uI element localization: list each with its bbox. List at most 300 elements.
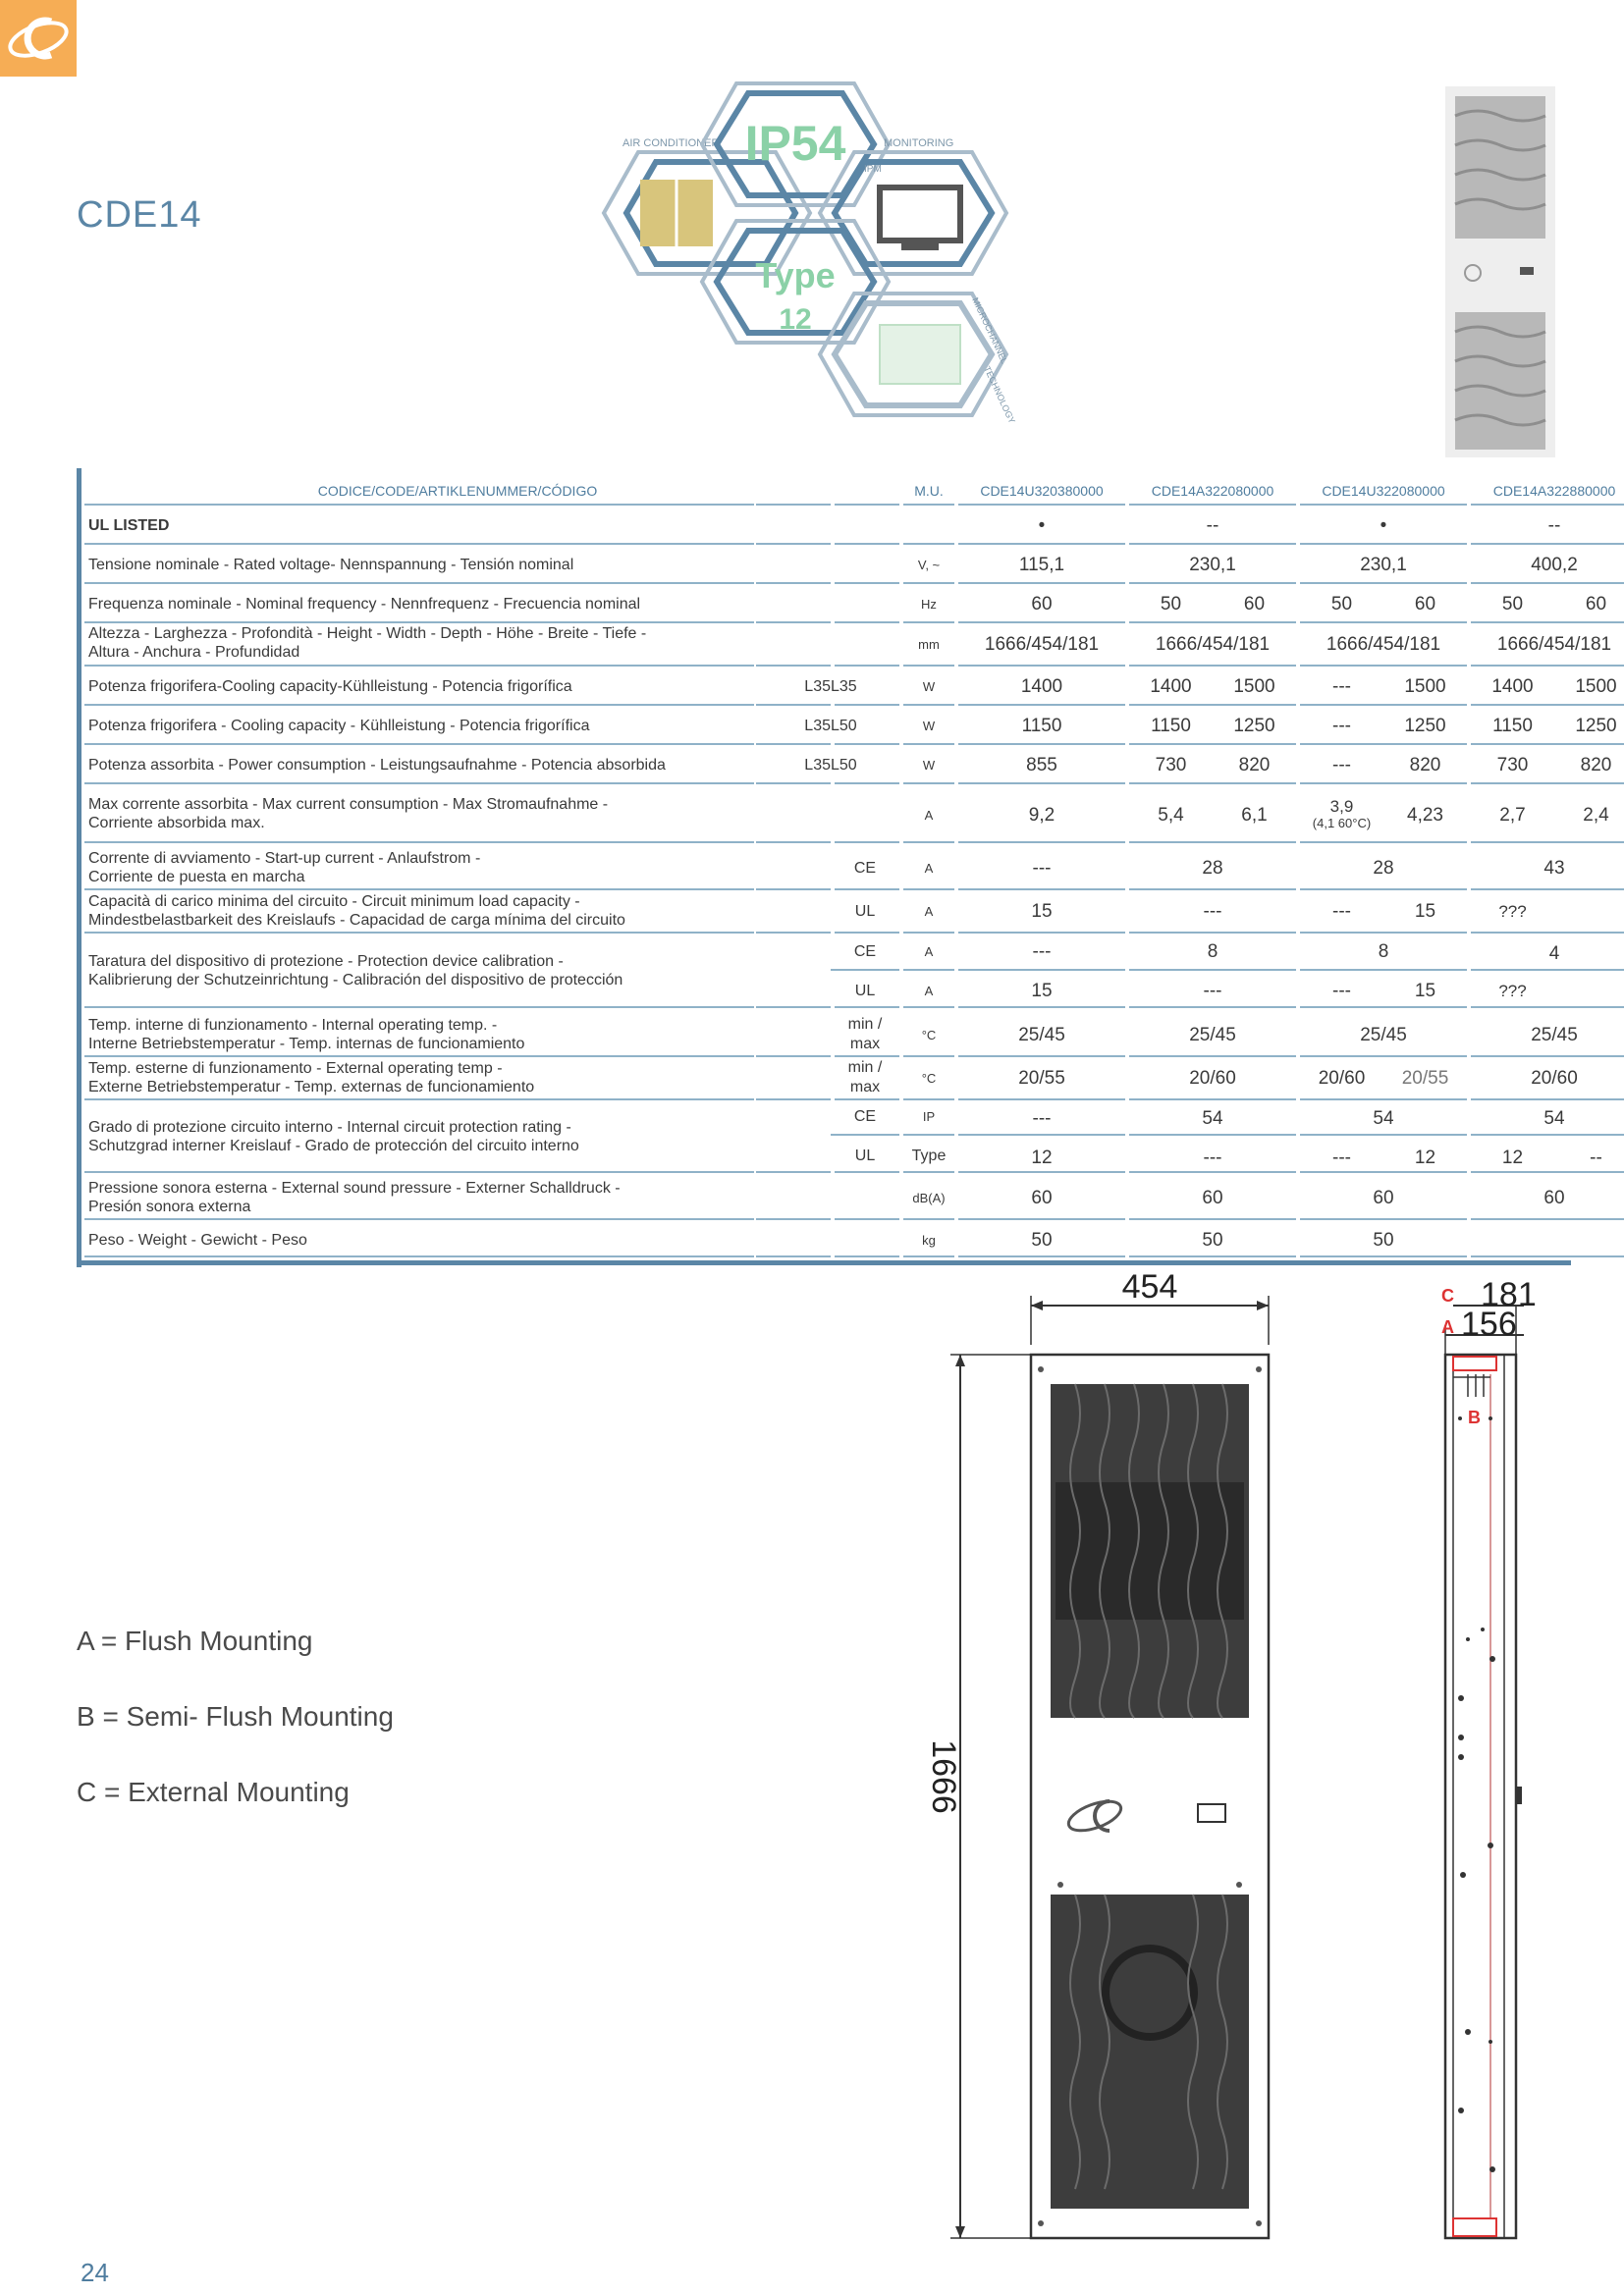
cell-value: 60 [1243,593,1266,614]
row-divider [1129,1006,1296,1008]
row-divider [835,504,899,506]
cell-condition: CE [853,859,877,877]
row-divider [84,1171,754,1173]
row-label-startup-current-2: Corriente de puesta en marcha [88,869,305,885]
height-label: 1666 [925,1739,962,1814]
cell-mu: A [924,860,934,876]
row-divider [1129,504,1296,506]
cell-condition: L35L35 [804,677,857,695]
row-divider [903,1006,954,1008]
cell-mu: A [924,903,934,919]
row-divider [1471,888,1624,890]
cell-value: 50 [1373,1229,1394,1251]
row-divider [903,1098,954,1100]
row-label-ip-rating: Grado di protezione circuito interno - Internal circuit protection rating - [88,1119,571,1136]
row-divider [903,888,954,890]
row-divider [1471,1055,1624,1057]
cell-value: --- [1332,715,1351,736]
row-divider [1471,1255,1624,1257]
row-divider [835,621,899,623]
cell-value: 3,9 [1329,796,1354,816]
cell-value: 730 [1155,754,1187,775]
row-divider [835,888,899,890]
cell-value: 50 [1202,1229,1223,1251]
page-number: 24 [81,2258,109,2287]
cell-value: • [1038,514,1046,536]
cell-value: 50 [1501,593,1524,614]
row-divider [835,1006,899,1008]
cell-value: 12 [1031,1147,1053,1168]
row-divider [903,743,954,745]
cell-value: 50 [1330,593,1353,614]
row-divider [756,504,831,506]
cell-value: 60 [1031,593,1053,614]
row-divider [84,704,754,706]
cell-value: 1500 [1575,675,1617,697]
row-divider [1129,932,1296,934]
row-divider [756,1098,831,1100]
row-divider [1471,665,1624,667]
microchannel-label: MICROCHANNEL [970,295,1010,366]
row-divider [1300,582,1467,584]
row-divider [84,841,754,843]
cell-value: 1150 [1151,715,1191,736]
cell-value: 8 [1378,940,1389,962]
row-divider [958,1055,1125,1057]
row-divider [903,932,954,934]
row-divider [84,665,754,667]
cell-value: 28 [1202,857,1223,879]
cell-value: 1500 [1404,675,1446,697]
row-divider [756,1171,831,1173]
row-divider [756,1255,831,1257]
cell-value: 60 [1414,593,1436,614]
cell-value: 1150 [1492,715,1533,736]
label-c: C [1441,1286,1454,1306]
row-divider [903,969,954,971]
row-divider [84,932,754,934]
row-divider [958,969,1125,971]
row-divider [958,1134,1125,1136]
row-divider [1471,841,1624,843]
row-divider [958,1171,1125,1173]
row-divider [1129,543,1296,545]
row-divider [958,504,1125,506]
row-divider [835,782,899,784]
label-b: B [1468,1408,1481,1427]
cell-value: 54 [1202,1107,1223,1129]
monitoring-label: MONITORING [884,137,954,149]
row-divider [835,704,899,706]
header-model: CDE14A322880000 [1492,482,1616,499]
row-divider [1471,932,1624,934]
row-divider [958,665,1125,667]
cell-value: 50 [1160,593,1182,614]
cell-value: --- [1332,754,1351,775]
cell-condition: L35L50 [804,756,857,774]
cell-condition: min / [847,1015,883,1033]
technology-label: TECHNOLOGY [982,364,1017,425]
cell-mu: Hz [921,596,937,612]
row-divider [1129,704,1296,706]
row-label-min-load: Capacità di carico minima del circuito - Circuit minimum load capacity - [88,893,580,910]
cell-mu: Type [911,1147,947,1164]
row-divider [1129,782,1296,784]
cell-value: • [1380,514,1387,536]
cell-value: -- [1547,514,1561,536]
page-title: CDE14 [77,194,202,236]
cell-value: 54 [1373,1107,1394,1129]
cell-value: 730 [1496,754,1529,775]
cell-value: 1666/454/181 [1496,633,1612,655]
cell-value: 1500 [1233,675,1275,697]
feature-badges [589,74,1021,437]
cell-value: 15 [1414,980,1436,1001]
row-divider [1471,1006,1624,1008]
row-divider [903,543,954,545]
row-divider [84,1006,754,1008]
row-divider [903,704,954,706]
row-divider [756,782,831,784]
row-divider [831,969,899,971]
row-divider [903,1171,954,1173]
cell-value: 1666/454/181 [1326,633,1441,655]
cell-value: 2,4 [1583,804,1609,826]
cell-mu: A [924,807,934,823]
row-divider [84,888,754,890]
technical-drawing [903,1266,1571,2258]
monitor-icon [880,187,960,240]
row-divider [1471,1098,1624,1100]
row-divider [1471,543,1624,545]
row-divider [903,1218,954,1220]
cell-value: 400,2 [1531,554,1578,575]
cell-value: 5,4 [1158,804,1184,826]
row-divider [903,621,954,623]
row-divider [903,504,954,506]
row-divider [903,1255,954,1257]
row-label-max-current: Max corrente assorbita - Max current consumption - Max Stromaufnahme - [88,796,609,813]
row-divider [835,743,899,745]
cell-value: --- [1203,900,1222,922]
row-divider [958,743,1125,745]
legend-external: C = External Mounting [77,1777,350,1807]
row-divider [958,888,1125,890]
cell-value: 20/55 [1018,1067,1065,1089]
row-label-external-temp-2: Externe Betriebstemperatur - Temp. externas de funcionamiento [88,1079,535,1095]
cell-value: 20/60 [1531,1067,1578,1089]
cell-mu: mm [918,636,940,652]
cell-mu: dB(A) [912,1190,946,1205]
type-label: Type [755,255,836,295]
width-label: 454 [1121,1268,1178,1306]
cell-value: 1250 [1233,715,1275,736]
row-divider [903,841,954,843]
row-label-sound-pressure: Pressione sonora esterna - External sound pressure - Externer Schalldruck - [88,1180,621,1197]
cell-note: (4,1 60°C) [1312,815,1372,830]
cell-mu: °C [921,1027,937,1042]
row-divider [958,582,1125,584]
cell-value: 12 [1414,1147,1436,1168]
air-conditioner-label: AIR CONDITIONER [623,137,720,149]
row-label-dimensions-2: Altura - Anchura - Profundidad [88,644,300,661]
row-divider [1129,665,1296,667]
cell-value: 4,23 [1407,804,1443,826]
cell-value: --- [1032,940,1052,962]
cell-value: --- [1332,675,1351,697]
row-divider [84,782,754,784]
product-photo [1445,86,1555,457]
row-divider [1471,1134,1624,1136]
cell-value: 8 [1207,940,1218,962]
row-label-sound-pressure-2: Presión sonora externa [88,1199,251,1215]
cell-value: 60 [1543,1187,1565,1208]
row-divider [958,1255,1125,1257]
cell-value: 50 [1031,1229,1053,1251]
row-divider [1471,1218,1624,1220]
type-value: 12 [779,303,812,336]
row-divider [756,621,831,623]
row-divider [958,841,1125,843]
row-divider [903,582,954,584]
row-divider [756,543,831,545]
row-divider [756,1006,831,1008]
microchannel-icon [880,325,960,384]
row-divider [756,932,831,934]
row-divider [84,621,754,623]
cell-condition: max [849,1035,881,1052]
cell-value: 115,1 [1018,554,1065,575]
cell-value: 60 [1202,1187,1223,1208]
cell-mu: IP [922,1108,936,1124]
row-label-weight: Peso - Weight - Gewicht - Peso [88,1231,307,1249]
cell-mu: W [922,757,936,773]
row-label-voltage: Tensione nominale - Rated voltage- Nennspannung - Tensión nominal [88,556,574,573]
cell-value: 855 [1026,754,1057,775]
row-divider [756,888,831,890]
row-divider [1129,969,1296,971]
cell-value: 1150 [1021,715,1062,736]
cell-value: 820 [1580,754,1612,775]
depth-c-label: 181 [1481,1276,1537,1313]
cell-value: 820 [1409,754,1441,775]
row-divider [1300,1255,1467,1257]
row-divider [1300,621,1467,623]
row-label-internal-temp: Temp. interne di funzionamento - Internal operating temp. - [88,1017,498,1034]
row-divider [835,665,899,667]
row-label-ul-listed: UL LISTED [88,516,170,534]
header-model: CDE14A322080000 [1151,482,1274,499]
row-divider [835,543,899,545]
cell-value: 4 [1548,942,1560,964]
row-divider [1471,582,1624,584]
cell-value: 230,1 [1189,554,1236,575]
row-divider [1129,1098,1296,1100]
cell-value: --- [1332,980,1351,1001]
header-model: CDE14U320380000 [980,482,1104,499]
row-divider [84,1098,754,1100]
cell-value: 6,1 [1241,804,1268,826]
row-divider [84,504,754,506]
cell-mu: W [922,718,936,733]
row-divider [835,1171,899,1173]
cell-value: 60 [1031,1187,1053,1208]
row-divider [84,1055,754,1057]
row-divider [756,582,831,584]
row-divider [835,1055,899,1057]
cell-mu: °C [921,1070,937,1086]
cell-value: 12 [1501,1147,1524,1168]
cell-value: 820 [1238,754,1271,775]
row-divider [1300,743,1467,745]
row-divider [1300,782,1467,784]
cell-value: -- [1206,514,1219,536]
row-divider [958,932,1125,934]
row-divider [1300,504,1467,506]
row-divider [84,1218,754,1220]
cell-value: 20/55 [1401,1067,1449,1089]
row-divider [756,704,831,706]
cell-condition: UL [854,1147,876,1164]
header-model: CDE14U322080000 [1322,482,1445,499]
cell-value: ??? [1498,901,1527,921]
row-divider [903,665,954,667]
row-divider [756,1218,831,1220]
logo-swirl-icon [0,0,77,77]
row-label-ip-rating-2: Schutzgrad interner Kreislauf - Grado de protección del circuito interno [88,1138,579,1154]
row-divider [835,1098,899,1100]
row-divider [903,782,954,784]
row-divider [831,1134,899,1136]
cell-value: --- [1203,1147,1222,1168]
cell-value: 15 [1031,980,1053,1001]
row-divider [1300,1055,1467,1057]
row-divider [958,621,1125,623]
cell-value: --- [1032,857,1052,879]
cell-value: 9,2 [1028,804,1056,826]
cell-value: 1666/454/181 [1155,633,1271,655]
row-divider [1129,888,1296,890]
row-divider [1129,621,1296,623]
row-label-external-temp: Temp. esterne di funzionamento - External operating temp - [88,1060,503,1077]
row-label-max-current-2: Corriente absorbida max. [88,815,265,831]
cell-value: 1400 [1020,675,1063,697]
row-divider [1300,888,1467,890]
row-divider [1129,1134,1296,1136]
cell-value: --- [1332,900,1351,922]
row-divider [835,1255,899,1257]
row-divider [958,704,1125,706]
row-divider [756,1055,831,1057]
row-label-internal-temp-2: Interne Betriebstemperatur - Temp. internas de funcionamiento [88,1036,525,1052]
row-divider [1129,1171,1296,1173]
cell-mu: A [924,943,934,959]
cell-value: 1250 [1575,715,1617,736]
cell-mu: W [922,678,936,694]
row-divider [84,543,754,545]
cell-value: 15 [1414,900,1436,922]
microchannel-badge [820,294,1017,425]
row-divider [1300,1006,1467,1008]
row-divider [1300,1134,1467,1136]
row-label-protection-2: Kalibrierung der Schutzeinrichtung - Calibración del dispositivo de protección [88,972,623,988]
cell-value: 1400 [1150,675,1192,697]
row-divider [1129,1055,1296,1057]
ip54-text: IP54 [744,116,846,171]
front-view [1031,1355,1269,2238]
header-code: CODICE/CODE/ARTIKLENUMMER/CÓDIGO [317,482,598,499]
row-divider [835,582,899,584]
cell-mu: A [924,983,934,998]
cell-value: --- [1032,1107,1052,1129]
row-divider [84,743,754,745]
row-label-frequency: Frequenza nominale - Nominal frequency - Nennfrequenz - Frecuencia nominal [88,595,641,613]
cell-value: 25/45 [1531,1024,1578,1045]
cell-value: --- [1203,980,1222,1001]
cell-value: 60 [1373,1187,1394,1208]
row-label-power-consumption: Potenza assorbita - Power consumption - Leistungsaufnahme - Potencia absorbida [88,756,666,774]
row-divider [756,665,831,667]
row-divider [756,841,831,843]
cell-value: 2,7 [1499,804,1526,826]
row-divider [1300,969,1467,971]
cell-value: 15 [1031,900,1053,922]
row-label-cooling-capacity: Potenza frigorifera-Cooling capacity-Kühlleistung - Potencia frigorífica [88,677,572,695]
row-label-protection: Taratura del dispositivo di protezione - Protection device calibration - [88,953,564,970]
row-divider [1471,969,1624,971]
row-divider [903,1055,954,1057]
row-divider [756,743,831,745]
cell-condition: min / [847,1058,883,1076]
row-divider [1129,1218,1296,1220]
row-divider [1129,841,1296,843]
row-divider [1471,504,1624,506]
cell-value: 1666/454/181 [984,633,1100,655]
row-divider [835,841,899,843]
cell-condition: CE [853,1107,877,1125]
row-divider [958,1218,1125,1220]
cell-value: -- [1590,1147,1602,1168]
cell-condition: UL [854,982,876,999]
cell-value: 1250 [1404,715,1446,736]
row-divider [1300,543,1467,545]
cell-condition: CE [853,942,877,960]
row-divider [903,1134,954,1136]
cell-value: 43 [1543,857,1565,879]
row-label-dimensions: Altezza - Larghezza - Profondità - Height - Width - Depth - Höhe - Breite - Tiefe - [88,625,647,642]
row-divider [958,1006,1125,1008]
row-label-min-load-2: Mindestbelastbarkeit des Kreislaufs - Capacidad de carga mínima del circuito [88,912,625,929]
spec-table [77,468,1617,1267]
cell-condition: UL [854,902,876,920]
row-divider [84,1255,754,1257]
row-divider [84,582,754,584]
cell-mu: kg [922,1232,936,1248]
row-divider [1300,1098,1467,1100]
cell-value: 25/45 [1360,1024,1407,1045]
row-divider [1300,1171,1467,1173]
cell-mu: V, ~ [917,557,941,572]
cell-value: ??? [1498,981,1527,1000]
cell-value: 20/60 [1189,1067,1236,1089]
row-divider [1471,1171,1624,1173]
row-divider [1300,841,1467,843]
label-a: A [1441,1317,1454,1337]
row-divider [1471,782,1624,784]
row-divider [1300,704,1467,706]
row-divider [1471,743,1624,745]
header-mu: M.U. [914,482,944,499]
